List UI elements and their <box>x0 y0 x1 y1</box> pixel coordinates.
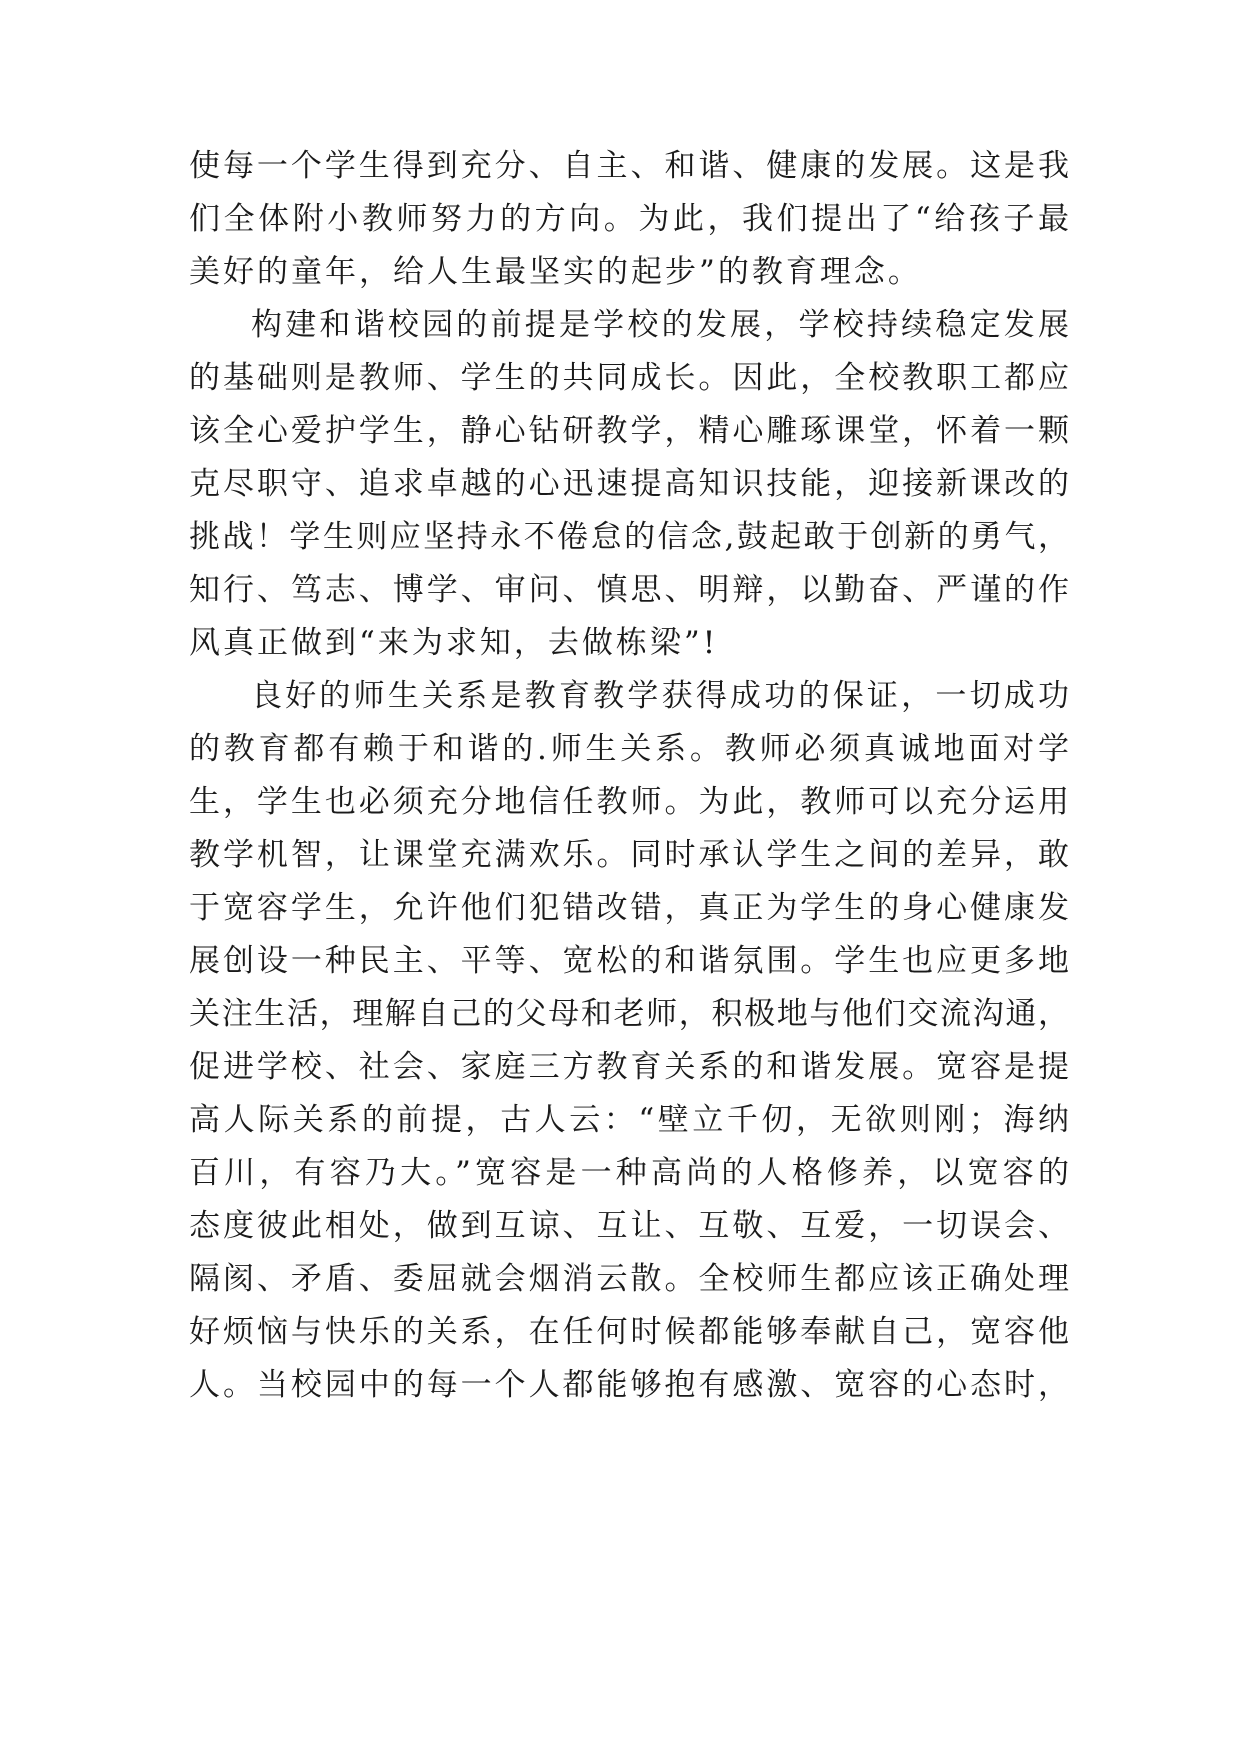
text-line: 的基础则是教师、学生的共同成长。因此，全校教职工都应 <box>189 360 1069 396</box>
text-line: 隔阂、矛盾、委屈就会烟消云散。全校师生都应该正确处理 <box>189 1261 1069 1297</box>
text-line: 百川，有容乃大。”宽容是一种高尚的人格修养，以宽容的 <box>189 1155 1069 1191</box>
text-line: 使每一个学生得到充分、自主、和谐、健康的发展。这是我 <box>189 148 1069 184</box>
text-line: 展创设一种民主、平等、宽松的和谐氛围。学生也应更多地 <box>189 943 1069 979</box>
text-line: 促进学校、社会、家庭三方教育关系的和谐发展。宽容是提 <box>189 1049 1069 1085</box>
text-line: 们全体附小教师努力的方向。为此，我们提出了“给孩子最 <box>189 201 1069 237</box>
text-line: 知行、笃志、博学、审问、慎思、明辩，以勤奋、严谨的作 <box>189 572 1069 608</box>
text-line: 关注生活，理解自己的父母和老师，积极地与他们交流沟通， <box>189 996 1069 1032</box>
text-line: 克尽职守、追求卓越的心迅速提高知识技能，迎接新课改的 <box>189 466 1069 502</box>
text-line: 的教育都有赖于和谐的.师生关系。教师必须真诚地面对学 <box>189 731 1069 767</box>
text-line: 教学机智，让课堂充满欢乐。同时承认学生之间的差异，敢 <box>189 837 1069 873</box>
text-line: 挑战！学生则应坚持永不倦怠的信念,鼓起敢于创新的勇气， <box>189 519 1069 555</box>
paragraph-first-line: 良好的师生关系是教育教学获得成功的保证，一切成功 <box>251 678 1069 714</box>
text-line: 好烦恼与快乐的关系，在任何时候都能够奉献自己，宽容他 <box>189 1314 1069 1350</box>
text-line: 美好的童年，给人生最坚实的起步”的教育理念。 <box>189 254 922 290</box>
text-line: 风真正做到“来为求知，去做栋梁”! <box>189 625 719 661</box>
text-line: 于宽容学生，允许他们犯错改错，真正为学生的身心健康发 <box>189 890 1069 926</box>
text-line: 人。当校园中的每一个人都能够抱有感激、宽容的心态时， <box>189 1367 1069 1403</box>
text-line: 高人际关系的前提，古人云：“壁立千仞，无欲则刚；海纳 <box>189 1102 1069 1138</box>
text-line: 态度彼此相处，做到互谅、互让、互敬、互爱，一切误会、 <box>189 1208 1069 1244</box>
text-line: 该全心爱护学生，静心钻研教学，精心雕琢课堂，怀着一颗 <box>189 413 1069 449</box>
text-line: 生，学生也必须充分地信任教师。为此，教师可以充分运用 <box>189 784 1069 820</box>
paragraph-first-line: 构建和谐校园的前提是学校的发展，学校持续稳定发展 <box>251 307 1069 343</box>
